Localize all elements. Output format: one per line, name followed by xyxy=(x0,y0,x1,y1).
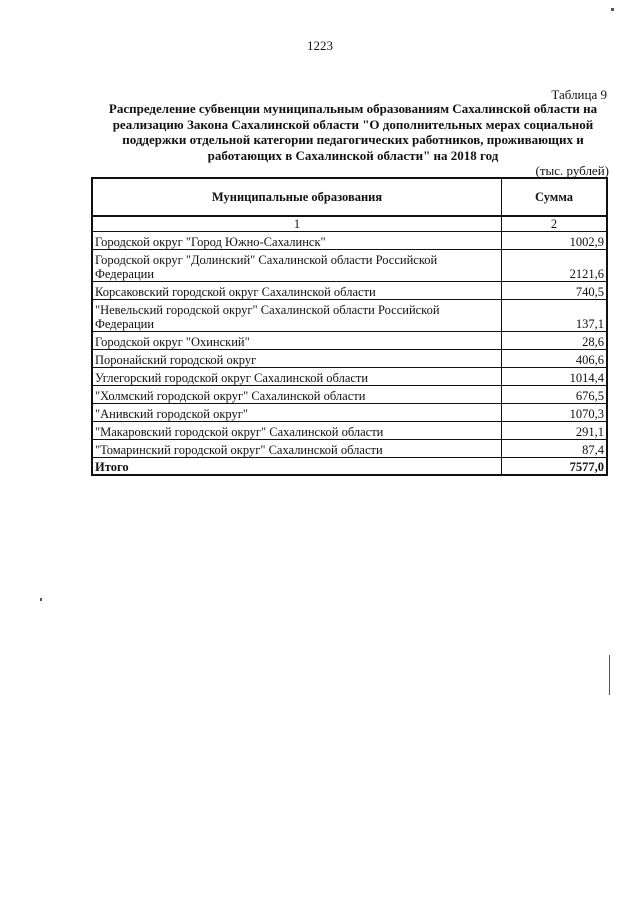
row-sum: 28,6 xyxy=(502,332,608,350)
table-row xyxy=(92,440,607,458)
row-name: "Макаровский городской округ" Сахалинской области xyxy=(92,422,502,440)
table-row xyxy=(92,282,607,300)
row-sum: 137,1 xyxy=(502,300,608,332)
row-name: "Невельский городской округ" Сахалинской области Российской Федерации xyxy=(92,300,502,332)
row-name: Городской округ "Охинский" xyxy=(92,332,502,350)
header-municipalities: Муниципальные образования xyxy=(92,178,502,216)
row-name: Городской округ "Город Южно-Сахалинск" xyxy=(92,232,502,250)
table-row xyxy=(92,422,607,440)
units-label: (тыс. рублей) xyxy=(535,163,609,178)
table-row xyxy=(92,386,607,404)
table-row xyxy=(92,404,607,422)
column-number-1: 1 xyxy=(92,216,502,232)
row-sum: 1070,3 xyxy=(502,404,608,422)
total-label: Итого xyxy=(92,458,502,476)
row-name: "Томаринский городской округ" Сахалинской области xyxy=(92,440,502,458)
table-row xyxy=(92,350,607,368)
scan-speck xyxy=(40,598,42,601)
row-sum: 291,1 xyxy=(502,422,608,440)
row-name: Городской округ "Долинский" Сахалинской области Российской Федерации xyxy=(92,250,502,282)
total-sum: 7577,0 xyxy=(502,458,608,476)
scan-line xyxy=(609,655,610,695)
row-name: Поронайский городской округ xyxy=(92,350,502,368)
table-header-row xyxy=(92,178,607,216)
scan-speck xyxy=(611,8,614,11)
page-number: 1223 xyxy=(307,38,333,53)
total-row xyxy=(92,458,607,476)
table-row xyxy=(92,368,607,386)
row-name: Углегорский городской округ Сахалинской области xyxy=(92,368,502,386)
subvention-table xyxy=(91,177,608,476)
header-sum: Сумма xyxy=(502,178,608,216)
table-row xyxy=(92,250,607,282)
row-sum: 406,6 xyxy=(502,350,608,368)
column-number-2: 2 xyxy=(502,216,608,232)
row-name: Корсаковский городской округ Сахалинской области xyxy=(92,282,502,300)
row-name: "Холмский городской округ" Сахалинской области xyxy=(92,386,502,404)
row-sum: 676,5 xyxy=(502,386,608,404)
table-row xyxy=(92,300,607,332)
column-numbers-row xyxy=(92,216,607,232)
table-row xyxy=(92,332,607,350)
row-sum: 1014,4 xyxy=(502,368,608,386)
row-sum: 87,4 xyxy=(502,440,608,458)
table-row xyxy=(92,232,607,250)
row-sum: 740,5 xyxy=(502,282,608,300)
row-sum: 1002,9 xyxy=(502,232,608,250)
row-sum: 2121,6 xyxy=(502,250,608,282)
table-label: Таблица 9 xyxy=(551,87,607,102)
row-name: "Анивский городской округ" xyxy=(92,404,502,422)
document-title: Распределение субвенции муниципальным образованиям Сахалинской области на реализацию Закона Сахалинской области "О дополнительных мерах социальной поддержки отдельной категории педагогических работников, проживающих и работающих в Сахалинской области" на 2018 год xyxy=(108,101,598,163)
